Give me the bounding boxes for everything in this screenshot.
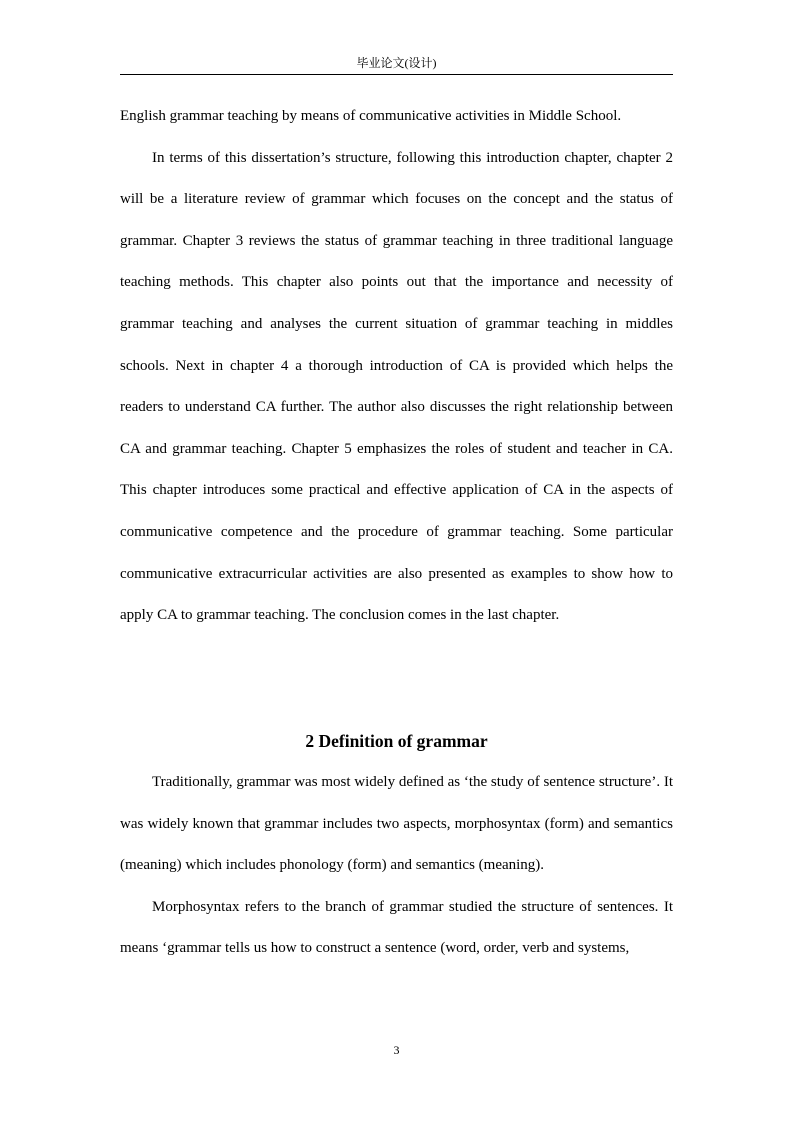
- header-title: 毕业论文(设计): [356, 56, 437, 70]
- section-intro-body: [120, 96, 673, 637]
- page-footer: [120, 1040, 673, 1060]
- page-number: 3: [393, 1043, 400, 1057]
- paragraph-morphosyntax: Morphosyntax refers to the branch of grammar studied the structure of sentences. It means ‘grammar tells us how to construct a sentence (word, order, verb and systems,: [120, 898, 673, 957]
- paragraph-traditional-definition: Traditionally, grammar was most widely defined as ‘the study of sentence structure’. It was widely known that grammar includes two aspects, morphosyntax (form) and semantics (meaning) which includes phonology (form) and semantics (meaning).: [120, 774, 673, 874]
- section-heading: 2 Definition of grammar: [305, 731, 488, 751]
- section-definition-body: [120, 762, 673, 970]
- paragraph-structure: In terms of this dissertation’s structure, following this introduction chapter, chapter 2 will be a literature review of grammar which focuses on the concept and the status of grammar. Chapter 3 reviews the status of grammar teaching in three traditional language teaching methods. This chapter also points out that the importance and necessity of grammar teaching and analyses the current situation of grammar teaching in middles schools. Next in chapter 4 a thorough introduction of CA is provided which helps the readers to understand CA further. The author also discusses the right relationship between CA and grammar teaching. Chapter 5 emphasizes the roles of student and teacher in CA. This chapter introduces some practical and effective application of CA in the aspects of communicative competence and the procedure of grammar teaching. Some particular communicative extracurricular activities are also presented as examples to show how to apply CA to grammar teaching. The conclusion comes in the last chapter.: [120, 149, 673, 624]
- paragraph-continuation: English grammar teaching by means of communicative activities in Middle School.: [120, 108, 622, 124]
- page-header: [120, 52, 673, 75]
